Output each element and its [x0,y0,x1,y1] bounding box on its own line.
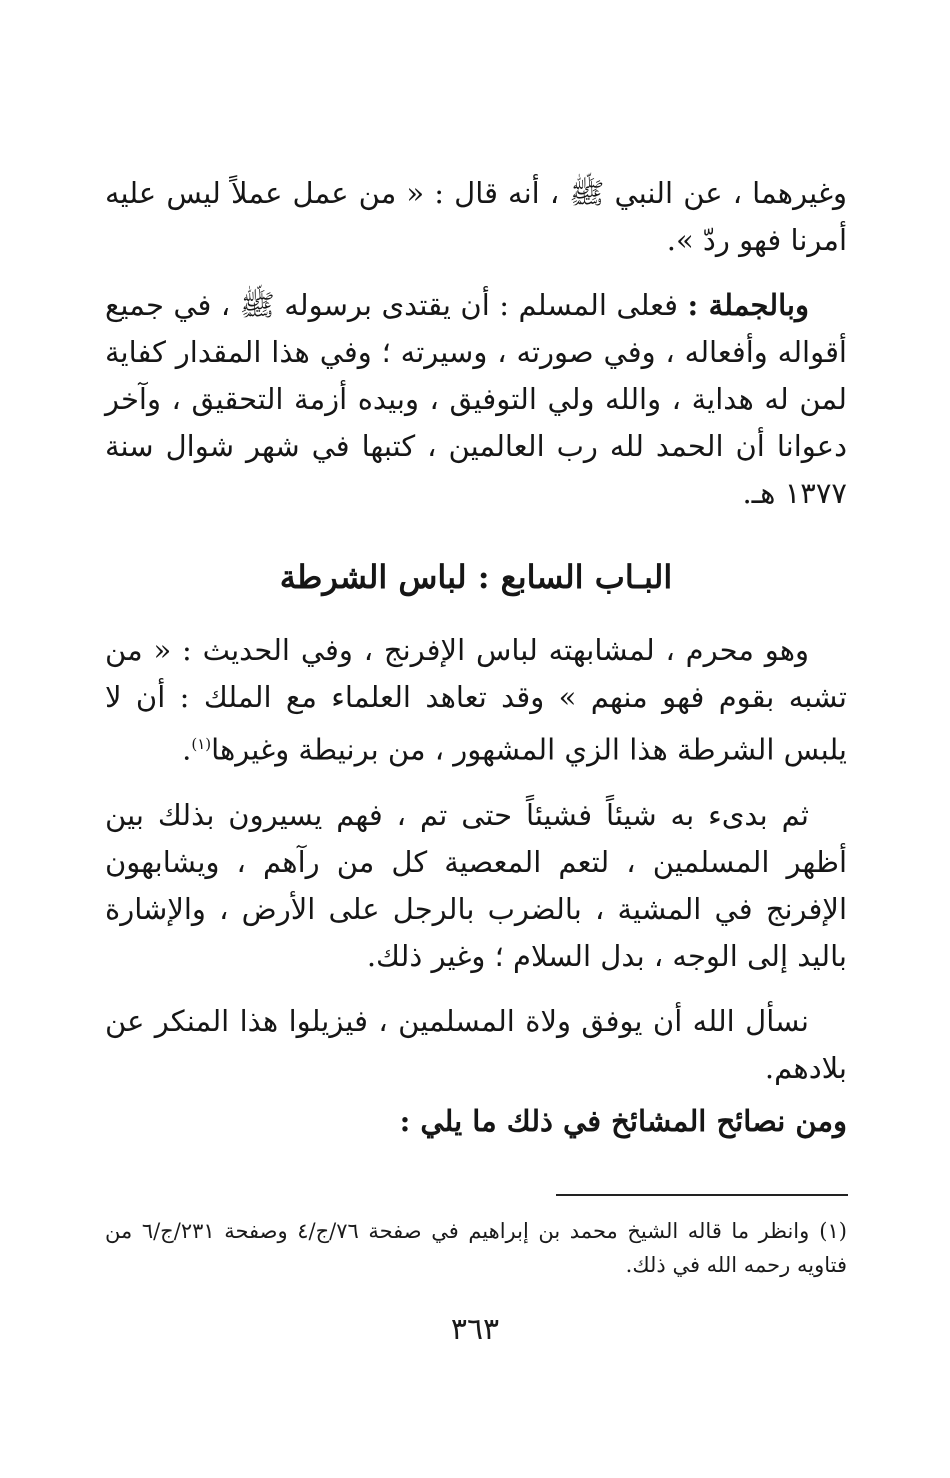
footnote-text: وانظر ما قاله الشيخ محمد بن إبراهيم في صفحة ٧٦/ج/٤ وصفحة ٢٣١/ج/٦ من فتاويه رحمه الله في ذلك. [105,1219,847,1277]
closing-line: ومن نصائح المشائخ في ذلك ما يلي : [399,1103,847,1138]
page-number: ٣٦٣ [450,1312,500,1347]
lead-word: وبالجملة : [687,288,810,322]
paragraph-police-dress [105,627,847,774]
footnote [105,1214,847,1282]
chapter-heading: البـاب السابع : لباس الشرطة [279,558,673,596]
page-body [105,170,847,1145]
footnote-reference[interactable]: (١) [191,735,212,753]
paragraph-police-dress-text: وهو محرم ، لمشابهته لباس الإفرنج ، وفي الحديث : « من تشبه بقوم فهو منهم » وقد تعاهد العلماء مع الملك : أن لا يلبس الشرطة هذا الزي المشهور ، من برنيطة وغيرها [105,633,847,767]
paragraph-conclusion [105,282,847,517]
sentence-period: . [182,732,192,767]
footnote-divider [556,1194,848,1196]
paragraph-prayer: نسأل الله أن يوفق ولاة المسلمين ، فيزيلوا هذا المنكر عن بلادهم. [105,1003,847,1085]
paragraph-conclusion-text: فعلى المسلم : أن يقتدى برسوله ﷺ ، في جميع أقواله وأفعاله ، وفي صورته ، وسيرته ؛ وفي هذا المقدار كفاية لمن له هداية ، والله ولي التوفيق ، وبيده أزمة التحقيق ، وآخر دعوانا أن الحمد لله رب العالمين ، كتبها في شهر شوال سنة ١٣٧٧ هـ. [105,288,847,510]
paragraph-imitation: ثم بدىء به شيئاً فشيئاً حتى تم ، فهم يسيرون بذلك بين أظهر المسلمين ، لتعم المعصية كل من رآهم ، ويشابهون الإفرنج في المشية ، بالضرب بالرجل على الأرض ، والإشارة باليد إلى الوجه ، بدل السلام ؛ وغير ذلك. [105,797,847,973]
footnote-marker: (١) [819,1219,847,1243]
paragraph-hadith-end: وغيرهما ، عن النبي ﷺ ، أنه قال : « من عمل عملاً ليس عليه أمرنا فهو ردّ ». [105,176,847,257]
